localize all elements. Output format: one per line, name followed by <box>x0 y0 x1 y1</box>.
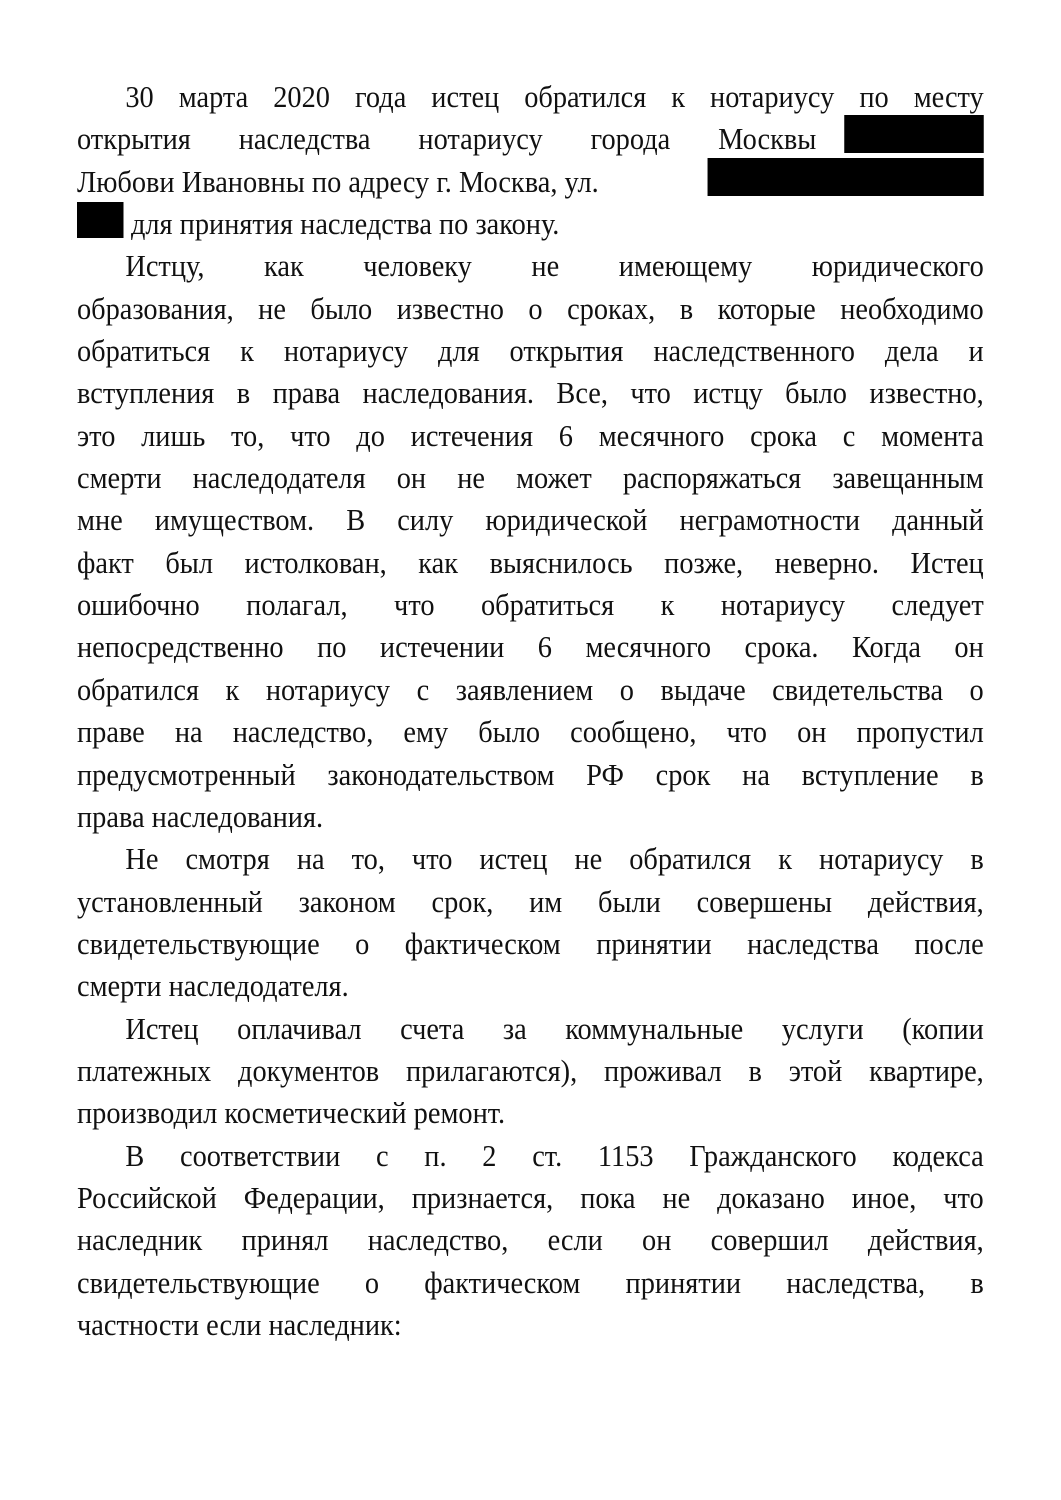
document-page <box>77 76 984 1346</box>
text-line: установленный законом срок, им были совершены действия, <box>77 884 984 919</box>
text-line: открытия наследства нотариусу города Москвы <box>77 122 817 157</box>
paragraph-4 <box>77 1008 984 1135</box>
text-line: образования, не было известно о сроках, в которые необходимо <box>77 291 984 326</box>
text-line: праве на наследство, ему было сообщено, что он пропустил <box>77 715 984 750</box>
text-line: В соответствии с п. 2 ст. 1153 Гражданского кодекса <box>125 1138 984 1173</box>
text-line: обратиться к нотариусу для открытия наследственного дела и <box>77 334 984 369</box>
text-line: это лишь то, что до истечения 6 месячного срока с момента <box>77 418 984 453</box>
text-line: частности если наследник: <box>77 1307 402 1342</box>
text-line-with-redaction <box>77 161 984 203</box>
text-line: Истец оплачивал счета за коммунальные услуги (копии <box>125 1011 984 1046</box>
text-line: наследник принял наследство, если он совершил действия, <box>77 1223 984 1258</box>
text-line-with-redaction <box>77 203 984 245</box>
redaction-block-notary-name <box>844 115 984 153</box>
text-line: ошибочно полагал, что обратиться к нотариусу следует <box>77 588 984 623</box>
paragraph-5 <box>77 1135 984 1347</box>
text-line: платежных документов прилагаются), проживал в этой квартире, <box>77 1053 984 1088</box>
redaction-block-address <box>708 158 984 196</box>
text-line: свидетельствующие о фактическом принятии наследства, в <box>77 1265 984 1300</box>
paragraph-2 <box>77 245 984 838</box>
text-line: Не смотря на то, что истец не обратился к нотариусу в <box>125 842 984 877</box>
text-line: Российской Федерации, признается, пока не доказано иное, что <box>77 1180 984 1215</box>
paragraph-1 <box>77 76 984 245</box>
text-line: Истцу, как человеку не имеющему юридического <box>125 249 984 284</box>
text-line: непосредственно по истечении 6 месячного срока. Когда он <box>77 630 984 665</box>
text-line: 30 марта 2020 года истец обратился к нотариусу по месту <box>125 80 984 114</box>
text-line: свидетельствующие о фактическом принятии наследства после <box>77 926 984 961</box>
text-line-with-redaction <box>77 118 984 160</box>
redaction-block-house <box>77 202 124 238</box>
text-line: смерти наследодателя он не может распоряжаться завещанным <box>77 461 984 496</box>
text-line: вступления в права наследования. Все, что истцу было известно, <box>77 376 984 411</box>
text-line: предусмотренный законодательством РФ срок на вступление в <box>77 757 984 792</box>
text-line: факт был истолкован, как выяснилось позже, неверно. Истец <box>77 545 984 580</box>
text-line: Любови Ивановны по адресу г. Москва, ул. <box>77 164 599 199</box>
text-line: обратился к нотариусу с заявлением о выдаче свидетельства о <box>77 672 984 707</box>
text-line: для принятия наследства по закону. <box>130 207 560 242</box>
text-line: смерти наследодателя. <box>77 969 349 1004</box>
text-line: права наследования. <box>77 799 324 834</box>
paragraph-3 <box>77 838 984 1007</box>
text-line: мне имуществом. В силу юридической неграмотности данный <box>77 503 984 538</box>
text-line: производил косметический ремонт. <box>77 1096 506 1131</box>
